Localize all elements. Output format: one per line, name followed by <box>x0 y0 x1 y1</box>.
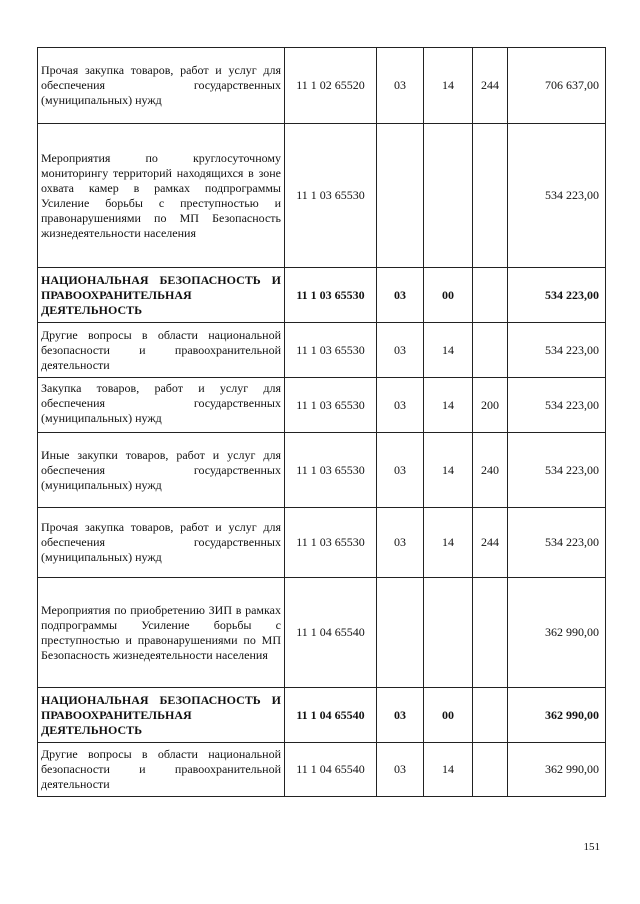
row-amount: 706 637,00 <box>508 48 606 124</box>
budget-table <box>37 47 606 797</box>
row-subsection <box>424 578 473 688</box>
row-subsection: 14 <box>424 433 473 508</box>
row-name: Другие вопросы в области национальной безопасности и правоохранительной деятельности <box>38 323 285 378</box>
table-row <box>38 378 606 433</box>
row-expense-type: 240 <box>473 433 508 508</box>
row-amount: 362 990,00 <box>508 578 606 688</box>
row-code: 11 1 03 65530 <box>285 268 377 323</box>
row-code: 11 1 02 65520 <box>285 48 377 124</box>
row-section: 03 <box>377 743 424 797</box>
table-row <box>38 508 606 578</box>
row-code: 11 1 04 65540 <box>285 688 377 743</box>
row-code: 11 1 03 65530 <box>285 433 377 508</box>
page-number: 151 <box>583 841 600 853</box>
row-expense-type <box>473 688 508 743</box>
row-section: 03 <box>377 433 424 508</box>
row-expense-type <box>473 124 508 268</box>
row-name: Прочая закупка товаров, работ и услуг для обеспечения государственных (муниципальных) нужд <box>38 508 285 578</box>
row-subsection: 14 <box>424 48 473 124</box>
row-name: НАЦИОНАЛЬНАЯ БЕЗОПАСНОСТЬ И ПРАВООХРАНИТЕЛЬНАЯ ДЕЯТЕЛЬНОСТЬ <box>38 688 285 743</box>
row-code: 11 1 03 65530 <box>285 378 377 433</box>
row-code: 11 1 04 65540 <box>285 578 377 688</box>
row-expense-type <box>473 323 508 378</box>
table-row <box>38 323 606 378</box>
row-code: 11 1 03 65530 <box>285 124 377 268</box>
row-subsection: 00 <box>424 688 473 743</box>
row-name: Мероприятия по круглосуточному мониторингу территорий находящихся в зоне охвата камер в рамках подпрограммы Усиление борьбы с преступностью и правонарушениями по МП Безопасность жизнедеятельности населения <box>38 124 285 268</box>
row-name: НАЦИОНАЛЬНАЯ БЕЗОПАСНОСТЬ И ПРАВООХРАНИТЕЛЬНАЯ ДЕЯТЕЛЬНОСТЬ <box>38 268 285 323</box>
row-section <box>377 124 424 268</box>
row-amount: 534 223,00 <box>508 268 606 323</box>
table-row <box>38 268 606 323</box>
table-row <box>38 124 606 268</box>
row-name: Мероприятия по приобретению ЗИП в рамках подпрограммы Усиление борьбы с преступностью и правонарушениями по МП Безопасность жизнедеятельности населения <box>38 578 285 688</box>
row-amount: 534 223,00 <box>508 323 606 378</box>
row-expense-type: 200 <box>473 378 508 433</box>
row-name: Прочая закупка товаров, работ и услуг для обеспечения государственных (муниципальных) нужд <box>38 48 285 124</box>
row-amount: 534 223,00 <box>508 124 606 268</box>
row-code: 11 1 03 65530 <box>285 323 377 378</box>
row-section: 03 <box>377 268 424 323</box>
table-row <box>38 688 606 743</box>
row-expense-type <box>473 578 508 688</box>
row-code: 11 1 03 65530 <box>285 508 377 578</box>
row-section: 03 <box>377 688 424 743</box>
table-row <box>38 578 606 688</box>
row-amount: 534 223,00 <box>508 433 606 508</box>
row-code: 11 1 04 65540 <box>285 743 377 797</box>
row-section: 03 <box>377 378 424 433</box>
row-expense-type: 244 <box>473 508 508 578</box>
row-section <box>377 578 424 688</box>
row-amount: 362 990,00 <box>508 688 606 743</box>
table-row <box>38 48 606 124</box>
row-subsection: 14 <box>424 743 473 797</box>
row-name: Закупка товаров, работ и услуг для обеспечения государственных (муниципальных) нужд <box>38 378 285 433</box>
row-name: Иные закупки товаров, работ и услуг для обеспечения государственных (муниципальных) нужд <box>38 433 285 508</box>
table-row <box>38 743 606 797</box>
row-expense-type <box>473 268 508 323</box>
row-expense-type <box>473 743 508 797</box>
row-subsection: 14 <box>424 378 473 433</box>
row-amount: 534 223,00 <box>508 508 606 578</box>
row-amount: 362 990,00 <box>508 743 606 797</box>
row-subsection: 14 <box>424 323 473 378</box>
row-amount: 534 223,00 <box>508 378 606 433</box>
row-subsection: 14 <box>424 508 473 578</box>
row-section: 03 <box>377 48 424 124</box>
table-row <box>38 433 606 508</box>
row-subsection: 00 <box>424 268 473 323</box>
row-expense-type: 244 <box>473 48 508 124</box>
row-subsection <box>424 124 473 268</box>
row-section: 03 <box>377 323 424 378</box>
row-name: Другие вопросы в области национальной безопасности и правоохранительной деятельности <box>38 743 285 797</box>
row-section: 03 <box>377 508 424 578</box>
